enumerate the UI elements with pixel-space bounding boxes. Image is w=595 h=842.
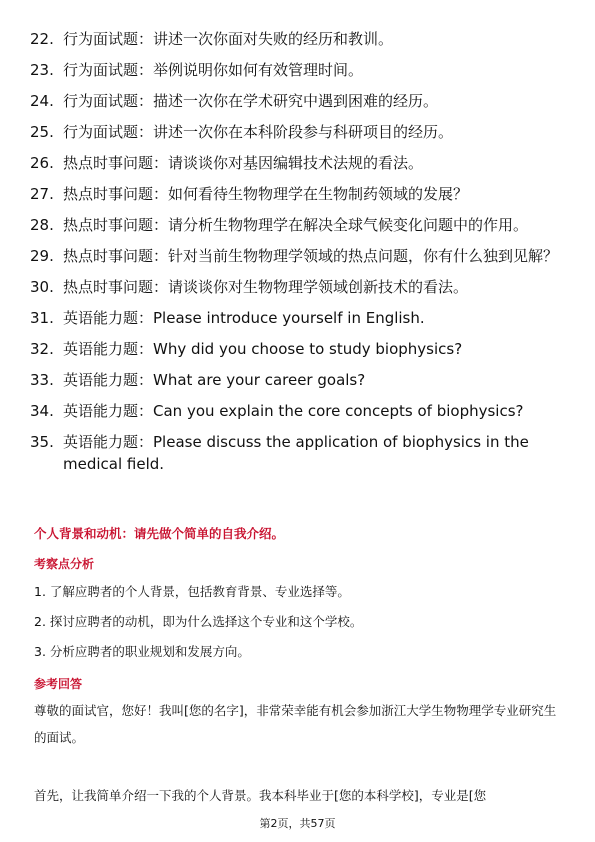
list-item: 1. 了解应聘者的个人背景，包括教育背景、专业选择等。 [34, 584, 350, 599]
question-text: 行为面试题：讲述一次你在本科阶段参与科研项目的经历。 [63, 123, 454, 141]
list-item [30, 90, 565, 112]
question-number: 29. [30, 247, 54, 265]
question-number: 28. [30, 216, 54, 234]
list-item: 3. 分析应聘者的职业规划和发展方向。 [34, 644, 250, 659]
list-item [30, 121, 565, 143]
question-text: 英语能力题：Please introduce yourself in English. [63, 309, 425, 327]
question-number: 31. [30, 309, 54, 327]
question-list [30, 28, 565, 484]
list-item [30, 431, 565, 475]
question-text: 英语能力题：Why did you choose to study biophysics? [63, 340, 463, 358]
list-item [30, 276, 565, 298]
question-text: 英语能力题：Can you explain the core concepts of biophysics? [63, 402, 524, 420]
question-number: 27. [30, 185, 54, 203]
question-number: 35. [30, 433, 54, 451]
list-item [30, 307, 565, 329]
question-number: 34. [30, 402, 54, 420]
question-text: 英语能力题：What are your career goals? [63, 371, 366, 389]
list-item [30, 28, 565, 50]
answer-paragraph: 尊敬的面试官，您好！我叫[您的名字]，非常荣幸能有机会参加浙江大学生物物理学专业研究生的面试。 [34, 703, 557, 745]
answer-paragraph-continued [34, 782, 564, 809]
list-item [30, 59, 565, 81]
question-number: 32. [30, 340, 54, 358]
analysis-title: 考察点分析 [34, 557, 95, 571]
question-text: 热点时事问题：针对当前生物物理学领域的热点问题，你有什么独到见解？ [63, 247, 559, 265]
question-text: 热点时事问题：请谈谈你对生物物理学领域创新技术的看法。 [63, 278, 469, 296]
question-number: 25. [30, 123, 54, 141]
page-footer: 第2页，共57页 [259, 817, 336, 830]
list-item [30, 338, 565, 360]
question-number: 30. [30, 278, 54, 296]
question-number: 33. [30, 371, 54, 389]
answer-heading [34, 525, 564, 543]
analysis-section [34, 555, 564, 661]
list-item [30, 152, 565, 174]
question-text: 热点时事问题：请谈谈你对基因编辑技术法规的看法。 [63, 154, 424, 172]
list-item [30, 183, 565, 205]
reference-title: 参考回答 [34, 677, 83, 691]
question-text: 热点时事问题：如何看待生物物理学在生物制药领域的发展？ [63, 185, 469, 203]
question-number: 22. [30, 30, 54, 48]
question-text: 行为面试题：举例说明你如何有效管理时间。 [63, 61, 364, 79]
list-item [30, 245, 565, 267]
answer-paragraph: 首先，让我简单介绍一下我的个人背景。我本科毕业于[您的本科学校]，专业是[您 [34, 788, 487, 803]
question-text: 热点时事问题：请分析生物物理学在解决全球气候变化问题中的作用。 [63, 216, 529, 234]
list-item [30, 400, 565, 422]
list-item [30, 214, 565, 236]
question-text: 行为面试题：描述一次你在学术研究中遇到困难的经历。 [63, 92, 439, 110]
section-heading: 个人背景和动机：请先做个简单的自我介绍。 [34, 526, 285, 541]
question-number: 26. [30, 154, 54, 172]
list-item [30, 369, 565, 391]
question-text: 行为面试题：讲述一次你面对失败的经历和教训。 [63, 30, 394, 48]
question-number: 24. [30, 92, 54, 110]
question-number: 23. [30, 61, 54, 79]
question-text: 英语能力题：Please discuss the application of biophysics in the medical field. [63, 433, 529, 473]
reference-section [34, 675, 564, 751]
list-item: 2. 探讨应聘者的动机，即为什么选择这个专业和这个学校。 [34, 614, 363, 629]
